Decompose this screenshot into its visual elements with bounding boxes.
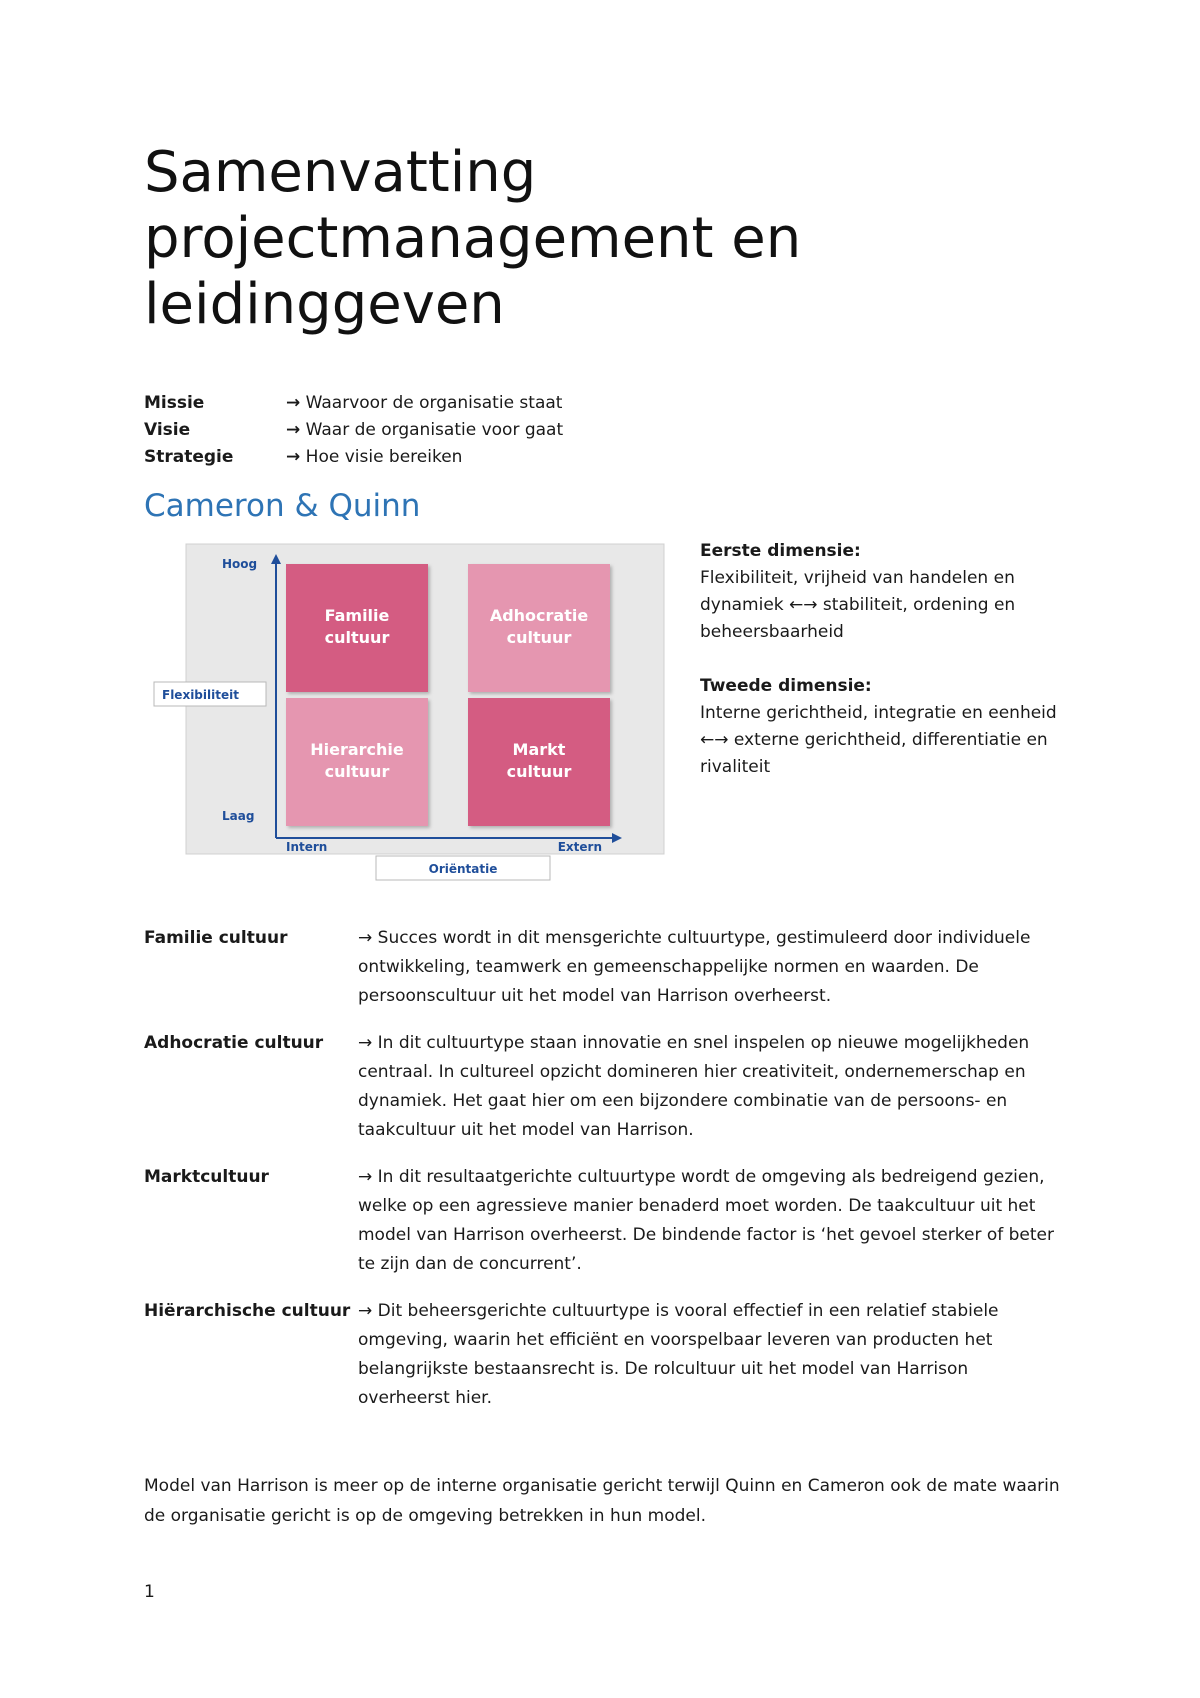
definition-list — [144, 390, 563, 471]
culture-term: Adhocratie cultuur — [144, 1033, 324, 1053]
culture-term: Marktcultuur — [144, 1167, 269, 1187]
culture-row-adhocratie — [144, 1029, 1064, 1145]
quadrant-familie-label-1: Familie — [324, 606, 390, 625]
x-axis-left-label: Intern — [286, 840, 328, 854]
first-dimension-title: Eerste dimensie: — [700, 541, 861, 561]
culture-description: → Dit beheersgerichte cultuurtype is vooral effectief in een relatief stabiele omgeving, waarin het efficiënt en voorspelbaar leveren van producten het belangrijkste bestaansrecht is. De rolcultuur uit het model van Harrison overheerst hier. — [358, 1301, 999, 1408]
definition-row-strategie — [144, 444, 563, 471]
culture-row-markt — [144, 1163, 1064, 1279]
culture-row-familie — [144, 924, 1064, 1011]
definition-text: Waar de organisatie voor gaat — [305, 420, 564, 440]
quadrant-familie-label-2: cultuur — [324, 628, 390, 647]
second-dimension-text: Interne gerichtheid, integratie en eenheid ←→ externe gerichtheid, differentiatie en rivaliteit — [700, 703, 1057, 777]
arrow-right-icon: → — [286, 393, 301, 413]
y-axis-low-label: Laag — [222, 809, 255, 823]
quadrant-adhocratie-label-1: Adhocratie — [489, 606, 589, 625]
orientatie-label: Oriëntatie — [428, 862, 498, 876]
second-dimension-title: Tweede dimensie: — [700, 676, 872, 696]
culture-description: → In dit resultaatgerichte cultuurtype wordt de omgeving als bedreigend gezien, welke op een agressieve manier benaderd moet worden. De taakcultuur uit het model van Harrison overheerst. De bindende factor is ‘het gevoel sterker of beter te zijn dan de concurrent’. — [358, 1167, 1054, 1274]
culture-descriptions — [144, 924, 1064, 1431]
arrow-right-icon: → — [286, 447, 301, 467]
culture-description: → In dit cultuurtype staan innovatie en snel inspelen op nieuwe mogelijkheden centraal. In cultureel opzicht domineren hier creativiteit, ondernemerschap en dynamiek. Het gaat hier om een bijzondere combinatie van de persoons- en taakcultuur uit het model van Harrison. — [358, 1033, 1030, 1140]
culture-term: Hiërarchische cultuur — [144, 1301, 351, 1321]
culture-row-hierarchisch — [144, 1297, 1064, 1413]
closing-paragraph: Model van Harrison is meer op de interne organisatie gericht terwijl Quinn en Cameron ook de mate waarin de organisatie gericht is op de omgeving betrekken in hun model. — [144, 1476, 1060, 1526]
definition-text: Hoe visie bereiken — [305, 447, 463, 467]
quadrant-hierarchie-label-1: Hierarchie — [310, 740, 404, 759]
quadrant-adhocratie-label-2: cultuur — [506, 628, 572, 647]
definition-row-visie — [144, 417, 563, 444]
definition-term: Missie — [144, 393, 205, 413]
page-number: 1 — [144, 1582, 155, 1602]
quadrant-hierarchie-label-2: cultuur — [324, 762, 390, 781]
document-title: Samenvatting projectmanagement en leidinggeven — [144, 140, 802, 337]
x-axis-right-label: Extern — [557, 840, 602, 854]
dimensions-panel — [700, 538, 1080, 781]
definition-row-missie — [144, 390, 563, 417]
definition-term: Strategie — [144, 447, 234, 467]
flexibiliteit-label: Flexibiliteit — [162, 688, 239, 702]
culture-description: → Succes wordt in dit mensgerichte cultuurtype, gestimuleerd door individuele ontwikkeling, teamwerk en gemeenschappelijke normen en waarden. De persoonscultuur uit het model van Harrison overheerst. — [358, 928, 1031, 1006]
quadrant-markt-label-2: cultuur — [506, 762, 572, 781]
section-heading: Cameron & Quinn — [144, 488, 421, 524]
first-dimension-text: Flexibiliteit, vrijheid van handelen en dynamiek ←→ stabiliteit, ordening en beheersbaarheid — [700, 568, 1016, 642]
definition-term: Visie — [144, 420, 191, 440]
quadrant-markt-label-1: Markt — [512, 740, 566, 759]
definition-text: Waarvoor de organisatie staat — [305, 393, 563, 413]
arrow-right-icon: → — [286, 420, 301, 440]
diagram-overlay — [150, 542, 710, 882]
culture-term: Familie cultuur — [144, 928, 288, 948]
y-axis-high-label: Hoog — [222, 557, 258, 571]
